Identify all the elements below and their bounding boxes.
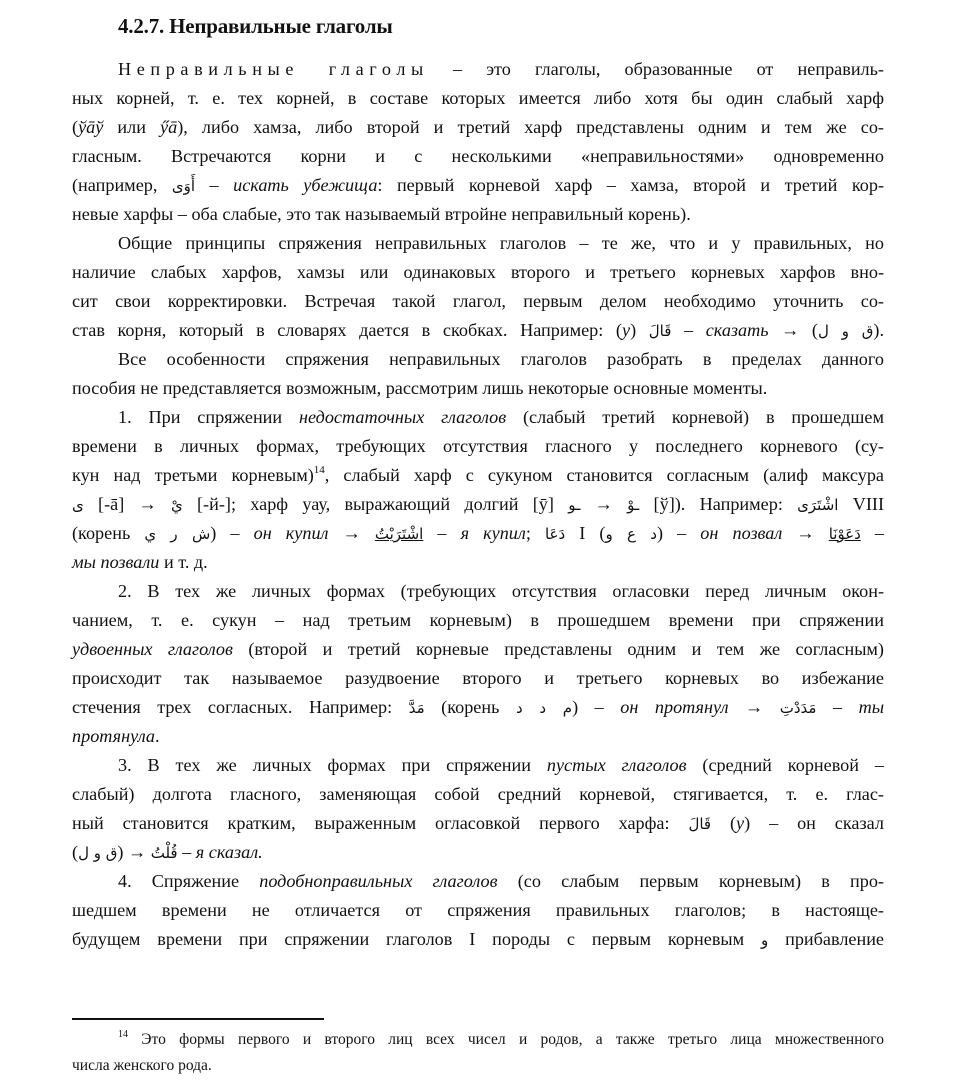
text: (корень [424,697,516,717]
text: → [328,523,375,543]
text-line [72,461,884,490]
text: будущем времени при спряжении глаголов I породы с первым корневым [72,929,761,949]
text: ( [72,842,79,862]
text: (второй и третий корневые представлены одним и тем же согласным) [232,639,884,659]
text: или [103,117,161,137]
arabic-word: قَالَ [648,322,672,340]
text-line [72,374,884,403]
text-line [72,519,884,549]
text-line [118,867,884,896]
text-line [118,403,884,432]
text: [-ā] → [83,494,171,514]
text-line [72,896,884,925]
text: ный становится кратким, выраженным огласовкой первого харфа: [72,813,689,833]
text: ) – [656,523,701,543]
text: ных корней, т. е. тех корней, в составе которых имеется либо хотя бы один слабый харф [72,88,884,108]
text: (слабый третий корневой) в прошедшем [506,407,884,427]
gloss: протянула [72,726,155,746]
arabic-word: دَعَوْنَا [828,525,861,543]
text: . [154,726,160,746]
term: подобноправильных глаголов [259,871,498,891]
text: – [816,697,859,717]
text: ) – [572,697,621,717]
arabic-letter: و [760,931,769,949]
text: [-й-]; харф уау, выражающий долгий [ӯ] [182,494,569,514]
text-line [72,316,884,346]
text-line [72,200,884,229]
text: ), либо хамза, либо второй и третий харф представлены одним и тем же со- [177,117,884,137]
text: ) [630,320,649,340]
text: (со слабым первым корневым) в про- [497,871,884,891]
term: пустых глаголов [546,755,687,775]
text: гласным. Встречаются корни и с несколькими «неправильностями» одновременно [72,146,884,166]
text: кун над третьми корневым) [72,465,314,485]
arabic-word: دَعَا [544,525,566,543]
text: чанием, т. е. сукун – над третьим корневым) в прошедшем времени при спряжении [72,610,884,630]
gloss: я сказал. [195,842,263,862]
text: (корень [72,523,145,543]
gloss: сказать [705,320,769,340]
transliteration: у [736,813,745,833]
text: : первый корневой харф – хамза, второй и третий кор- [377,175,885,195]
gloss: он протянул [620,697,729,717]
text: → ( [768,320,818,340]
text: шедшем времени не отличается от спряжения правильных глаголов; в настояще- [72,900,884,920]
transliteration: ўāў [78,117,104,137]
text: стечения трех согласных. Например: [72,697,409,717]
text: ( [711,813,737,833]
text-line [72,490,884,520]
text-line [72,258,884,287]
gloss: искать убежища [233,175,378,195]
arabic-word: اشْتَرَيْتُ [374,525,424,543]
text-line [72,287,884,316]
text: невые харфы – оба слабые, это так называемый втройне неправильный корень). [72,204,691,224]
text-line [72,838,884,868]
text: (средний корневой – [686,755,884,775]
text: VIII [838,494,885,514]
text: – [671,320,706,340]
arabic-letter: ـو [568,496,581,514]
footnote-text: Это формы первого и второго лиц всех чисел и родов, а также третьго лица множественного [128,1031,884,1048]
text: ; [525,523,545,543]
arabic-word: قُلْتُ [150,844,178,862]
text-line [72,84,884,113]
transliteration: ӳā [160,117,178,137]
arabic-word: مَدَّ [408,699,425,717]
arabic-word: مَدَدْتِ [779,699,817,717]
text: наличие слабых харфов, хамзы или одинаковых второго и третьего корневых харфов вно- [72,262,884,282]
text: и т. д. [159,552,208,572]
arabic-root: د ع و [605,525,657,543]
text: ( [72,117,79,137]
text: – [860,523,885,543]
text-line [72,142,884,171]
footnote-line [118,1027,884,1053]
text: ) → [117,842,151,862]
text-line [118,229,884,258]
gloss: мы позвали [72,552,160,572]
text: пособия не представляется возможным, рассмотрим лишь некоторые основные моменты. [72,378,768,398]
text: 1. При спряжении [118,407,299,427]
arabic-letter: ـوْ [627,496,640,514]
gloss: он позвал [700,523,783,543]
footnote-text: числа женского рода. [72,1057,212,1074]
text-line [72,722,884,751]
arabic-root: ق و ل [78,844,118,862]
footnote-marker: 14 [118,1029,128,1040]
text: ). [873,320,885,340]
text: – [195,175,234,195]
text: , слабый харф с сукуном становится согласным (алиф максура [324,465,884,485]
text-line [118,345,884,374]
text-line [72,780,884,809]
arabic-word: اشْتَرَى [797,496,839,514]
arabic-root: ق و ل [817,322,874,340]
text-line [118,751,884,780]
text: 4. Спряжение [118,871,260,891]
term: недостаточных глаголов [298,407,507,427]
gloss: ты [858,697,885,717]
arabic-root: م د د [515,699,573,717]
text: (например, [72,175,172,195]
spaced-term: Неправильные глаголы [118,59,429,79]
text: став корня, который в словарях дается в скобках. Например: ( [72,320,622,340]
text: сит свои корректировки. Встречая такой глагол, первым делом необходимо уточнить со- [72,291,884,311]
text-line [72,171,884,201]
text: Общие принципы спряжения неправильных глаголов – те же, что и у правильных, но [118,233,884,253]
text: → [782,523,829,543]
text: I ( [565,523,606,543]
gloss: он купил [253,523,329,543]
footnote-ref[interactable]: 14 [313,464,325,476]
text: 3. В тех же личных формах при спряжении [118,755,547,775]
text: времени в личных формах, требующих отсутствия гласного у последнего корневого (су- [72,436,884,456]
text-line [118,577,884,606]
text: [ў]). Например: [639,494,798,514]
arabic-word: أَوَى [171,177,196,195]
text: – это глаголы, образованные от неправиль- [428,59,884,79]
text-line [72,606,884,635]
text-line [72,432,884,461]
footnote-line [72,1053,212,1079]
arabic-word: قَالَ [688,815,712,833]
text: ) – [210,523,254,543]
text-line [72,925,884,955]
text-line [72,548,884,577]
text: → [580,494,628,514]
text-line [72,635,884,664]
text: Все особенности спряжения неправильных глаголов разобрать в пределах данного [118,349,884,369]
arabic-letter: يْ [170,496,183,514]
text: → [728,697,780,717]
text: происходит так называемое разудвоение второго и третьего корневых во избежание [72,668,884,688]
text: – [423,523,461,543]
text-line [72,809,884,839]
section-heading: 4.2.7. Неправильные глаголы [118,14,393,38]
text: прибавление [768,929,885,949]
gloss: я купил [460,523,526,543]
text-line [72,693,884,723]
footnote-separator [72,1018,324,1020]
text: ) – он сказал [744,813,884,833]
term: удвоенных глаголов [72,639,233,659]
transliteration: у [622,320,631,340]
text: 2. В тех же личных формах (требующих отсутствия огласовки перед личным окон- [118,581,884,601]
text-line [72,113,884,142]
text-line [118,55,884,84]
text-line [72,664,884,693]
text: – [177,842,196,862]
text: слабый) долгота гласного, заменяющая собой средний корневой, стягивается, т. е. глас- [72,784,884,804]
arabic-letter: ى [72,496,84,514]
arabic-root: ش ر ي [144,525,211,543]
